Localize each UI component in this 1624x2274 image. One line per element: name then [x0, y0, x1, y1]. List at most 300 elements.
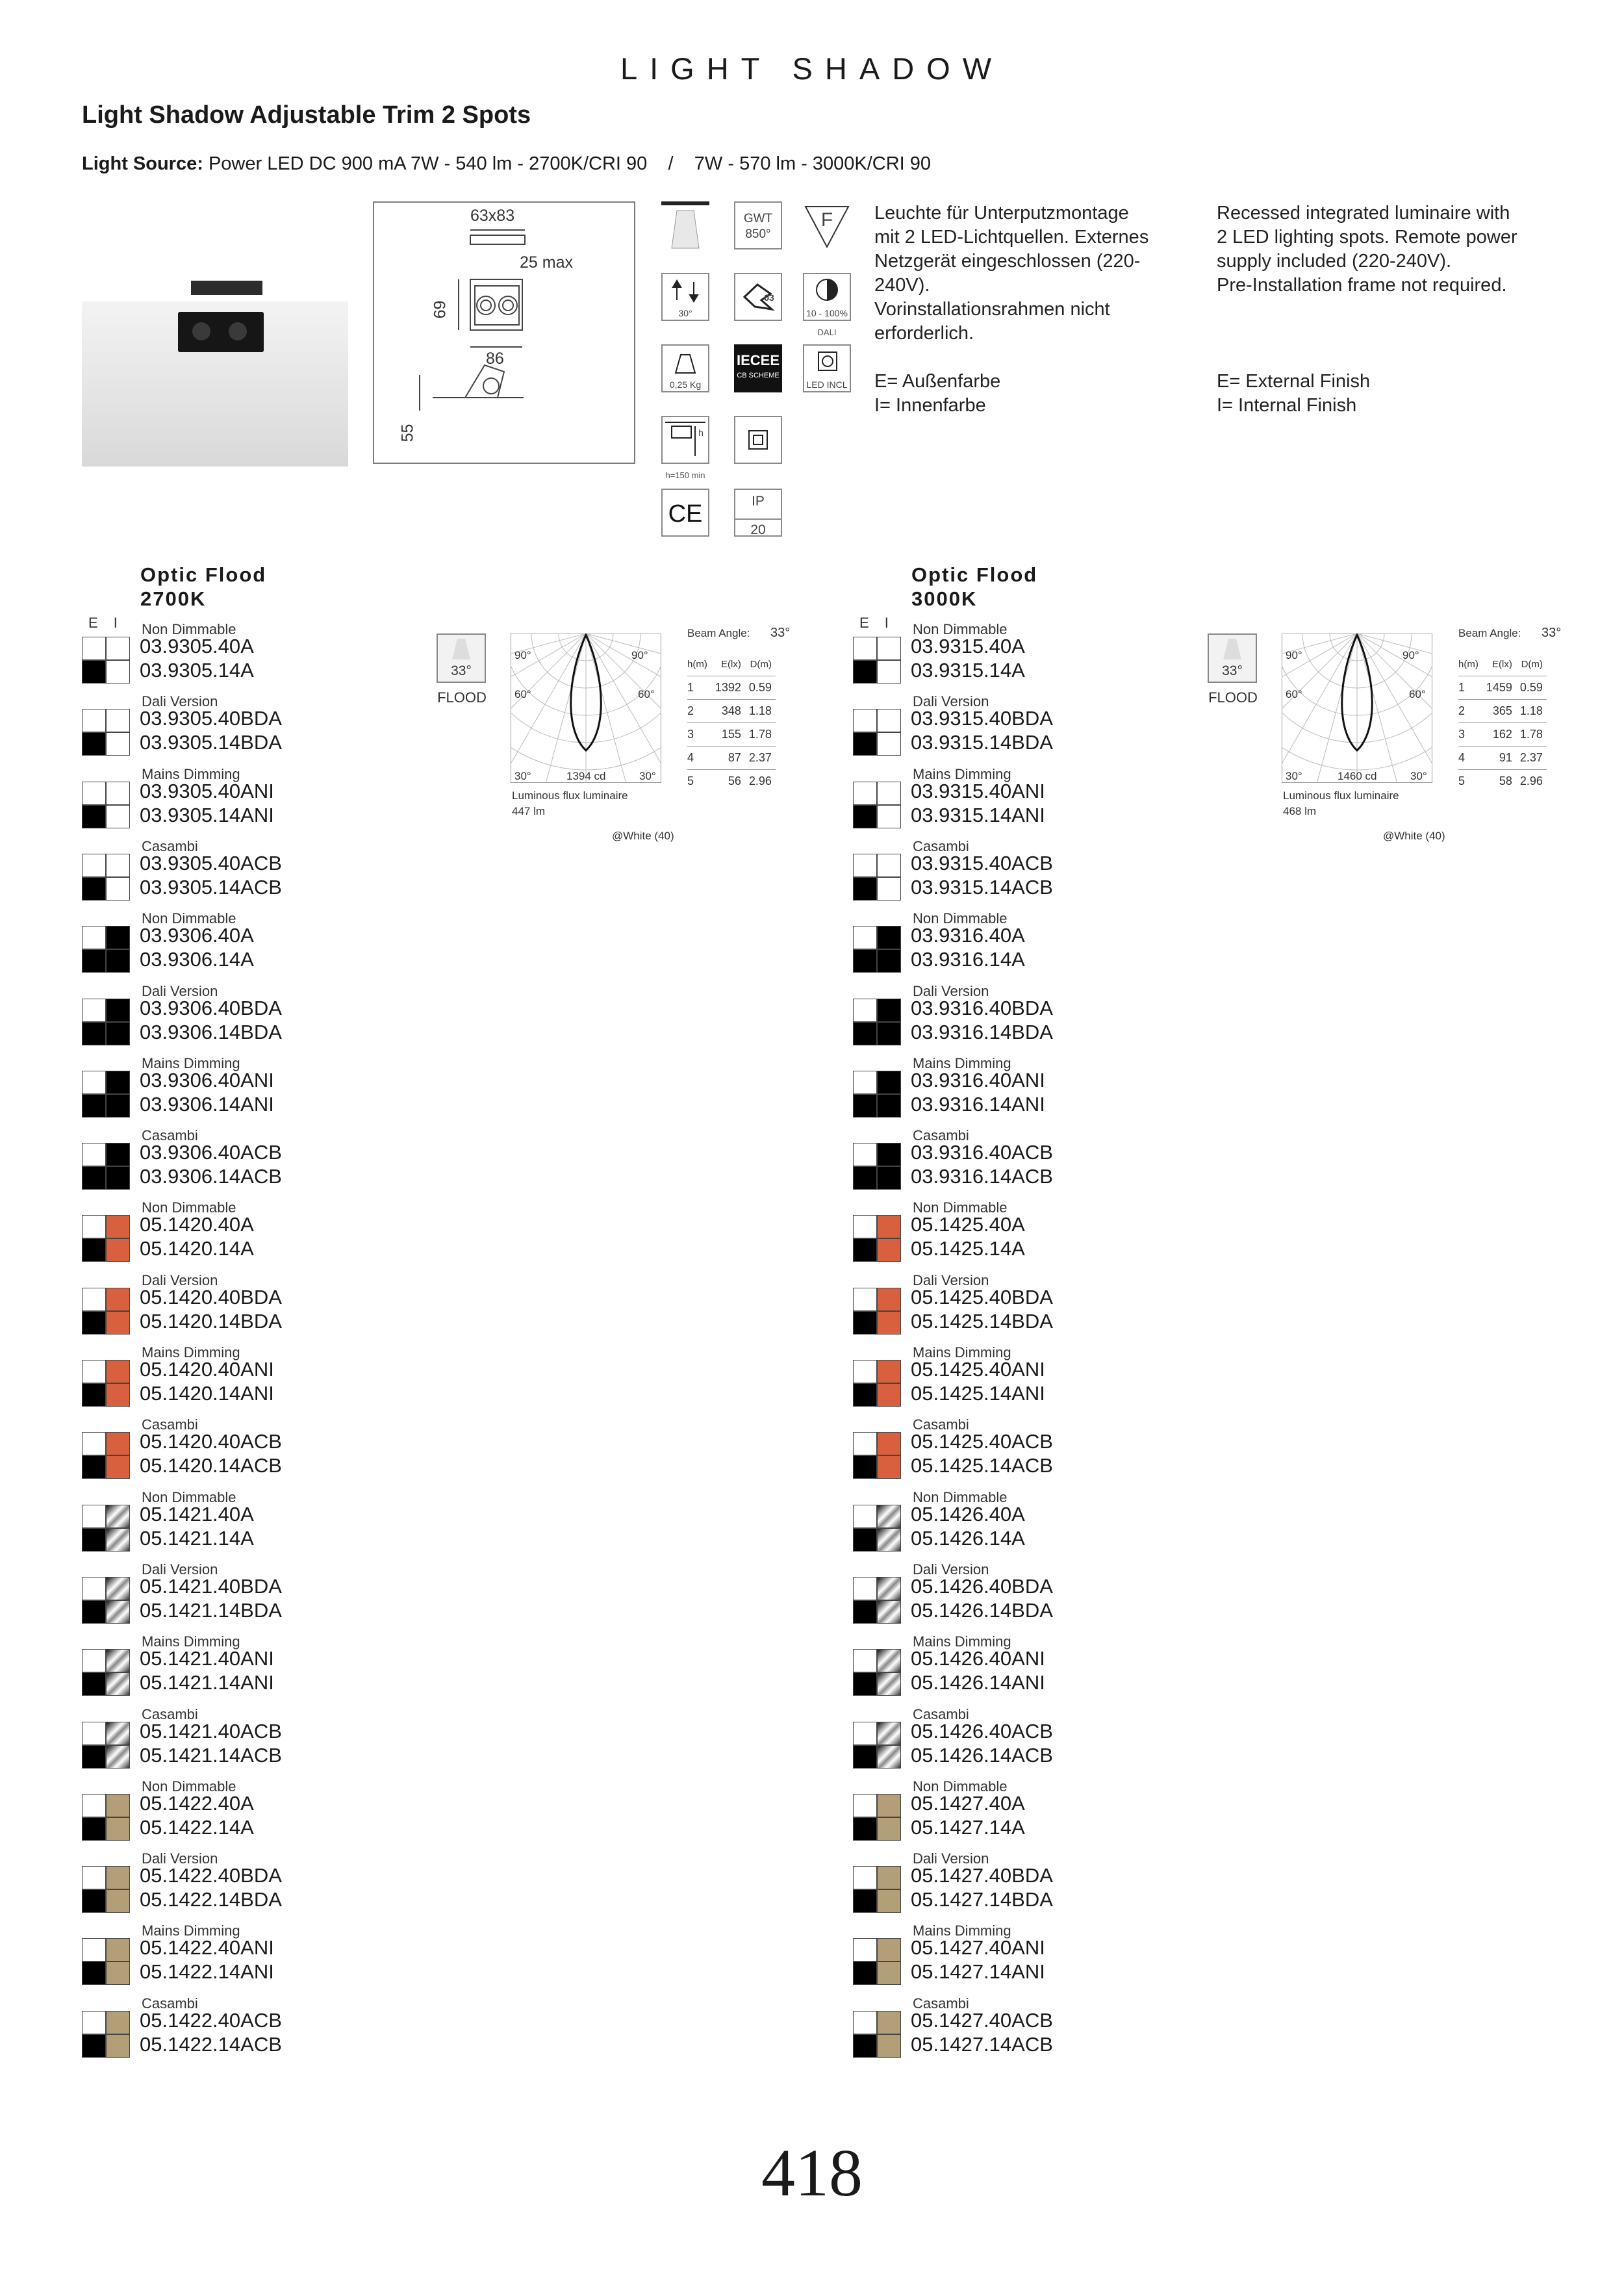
- internal-finish-swatch: [877, 709, 901, 732]
- internal-finish-swatch: [106, 926, 130, 949]
- product-code: 05.1427.40A: [911, 1791, 1025, 1815]
- candela-value: 1394 cd: [566, 770, 606, 782]
- table-cell: 0.59: [745, 676, 776, 700]
- product-code: 05.1426.14ACB: [911, 1743, 1053, 1767]
- polar-angle-60-right: 60°: [1409, 688, 1426, 700]
- internal-finish-swatch: [106, 1649, 130, 1672]
- table-cell: 1: [687, 676, 711, 700]
- internal-finish-swatch: [877, 1794, 901, 1817]
- internal-finish-swatch: [877, 1889, 901, 1913]
- dimming-category: Dali Version: [142, 1561, 218, 1578]
- product-code: 05.1420.14A: [140, 1237, 254, 1260]
- internal-finish-swatch: [106, 1528, 130, 1552]
- product-code: 03.9306.40ACB: [140, 1141, 282, 1164]
- internal-finish-swatch: [106, 1166, 130, 1190]
- table-cell: 2: [687, 700, 711, 723]
- internal-finish-swatch: [877, 805, 901, 828]
- luminous-flux-label: Luminous flux luminaire: [1283, 789, 1399, 802]
- internal-finish-swatch: [877, 660, 901, 683]
- dimming-category: Mains Dimming: [913, 1344, 1011, 1361]
- product-code: 05.1425.40ACB: [911, 1430, 1053, 1453]
- external-finish-swatch: [853, 1600, 877, 1624]
- external-finish-swatch: [853, 782, 877, 805]
- internal-finish-swatch: [877, 1215, 901, 1238]
- external-finish-swatch: [853, 926, 877, 949]
- internal-finish-swatch: [877, 1288, 901, 1311]
- table-row: [1458, 770, 1547, 793]
- product-code: 03.9316.40ANI: [911, 1068, 1045, 1092]
- internal-finish-swatch: [877, 732, 901, 756]
- finish-header: E I: [88, 615, 118, 631]
- internal-finish-swatch: [106, 732, 130, 756]
- dimming-category: Casambi: [142, 837, 198, 854]
- external-finish-swatch: [853, 1961, 877, 1985]
- dali-caption: DALI: [817, 327, 837, 337]
- external-finish-swatch: [82, 1577, 106, 1600]
- product-code: 05.1420.14BDA: [140, 1309, 282, 1333]
- internal-finish-swatch: [106, 1360, 130, 1383]
- description-de: Leuchte für Unterputzmontage mit 2 LED-Lichtquellen. Externes Netzgerät eingeschlossen (220- 240V). Vorinstallationsrahmen nicht erforderlich. E= Außenfarbe I= Innenfarbe: [874, 203, 1149, 416]
- dimming-category: Casambi: [913, 1416, 969, 1433]
- product-code: 05.1420.40ANI: [140, 1358, 274, 1381]
- product-code: 05.1427.40ACB: [911, 2008, 1053, 2032]
- polar-angle-60-right: 60°: [638, 688, 655, 700]
- illuminance-table: [687, 653, 776, 793]
- table-cell: 5: [687, 774, 694, 787]
- table-header-row: [1458, 653, 1547, 676]
- table-cell: 0.59: [1516, 676, 1547, 700]
- drawing-recess-label: 55: [398, 424, 417, 442]
- candela-value: 1460 cd: [1338, 770, 1377, 782]
- table-header-cell: D(m): [745, 653, 776, 676]
- external-finish-swatch: [853, 660, 877, 683]
- page-number: 418: [761, 2136, 863, 2210]
- product-code: 03.9316.14A: [911, 948, 1025, 971]
- product-code: 03.9306.40BDA: [140, 996, 282, 1019]
- external-finish-swatch: [82, 1722, 106, 1745]
- external-finish-swatch: [82, 877, 106, 901]
- optic-heading: Optic Flood 3000K: [911, 563, 1038, 610]
- polar-angle-30-right: 30°: [639, 770, 656, 782]
- internal-finish-swatch: [877, 999, 901, 1022]
- internal-finish-swatch: [106, 2011, 130, 2034]
- product-code: 03.9316.14ANI: [911, 1092, 1045, 1116]
- product-code: 03.9315.14A: [911, 659, 1025, 682]
- dimming-category: Mains Dimming: [142, 1633, 240, 1650]
- table-cell: 1.78: [1516, 723, 1547, 747]
- product-code: 03.9306.14BDA: [140, 1020, 282, 1043]
- table-cell: 365: [1482, 700, 1516, 723]
- product-code: 05.1422.40ANI: [140, 1936, 274, 1960]
- table-cell: 1459: [1482, 676, 1516, 700]
- table-cell: 348: [711, 700, 745, 723]
- external-finish-swatch: [853, 1722, 877, 1745]
- internal-finish-swatch: [106, 1745, 130, 1769]
- luminous-flux-label: Luminous flux luminaire: [512, 789, 628, 802]
- external-finish-swatch: [82, 1889, 106, 1913]
- dimming-category: Non Dimmable: [913, 1199, 1008, 1216]
- internal-finish-swatch: [877, 926, 901, 949]
- dimming-category: Non Dimmable: [142, 1199, 236, 1216]
- product-code: 03.9305.40A: [140, 635, 254, 658]
- flood-degree: 33°: [451, 663, 472, 678]
- product-code: 05.1426.14A: [911, 1526, 1025, 1550]
- table-cell: 1.18: [1516, 700, 1547, 723]
- internal-finish-swatch: [877, 1961, 901, 1985]
- product-code: 05.1426.40ACB: [911, 1719, 1053, 1743]
- dimming-category: Non Dimmable: [142, 1778, 236, 1795]
- drawing-outer-label: 86: [486, 350, 504, 368]
- internal-finish-swatch: [106, 1722, 130, 1745]
- light-source-label: Light Source:: [82, 153, 203, 174]
- internal-finish-swatch: [106, 1889, 130, 1913]
- dimming-category: Casambi: [142, 1416, 198, 1433]
- table-header-row: [687, 653, 776, 676]
- polar-angle-90-right: 90°: [1402, 649, 1419, 661]
- internal-finish-swatch: [877, 1649, 901, 1672]
- external-finish-swatch: [853, 949, 877, 973]
- internal-finish-swatch: [877, 1817, 901, 1841]
- table-cell: 2.37: [745, 747, 776, 770]
- table-row: [687, 747, 776, 770]
- table-cell: 4: [1458, 747, 1482, 770]
- external-finish-swatch: [853, 1432, 877, 1455]
- polar-angle-30-left: 30°: [514, 770, 531, 782]
- external-finish-swatch: [82, 1360, 106, 1383]
- external-finish-swatch: [853, 1311, 877, 1335]
- dimming-category: Non Dimmable: [142, 1488, 236, 1505]
- product-code: 03.9315.40ACB: [911, 851, 1053, 875]
- internal-finish-swatch: [106, 1094, 130, 1118]
- beam-angle-label: Beam Angle:: [1458, 627, 1521, 639]
- product-code: 05.1425.14ACB: [911, 1454, 1053, 1477]
- product-code: 03.9316.40BDA: [911, 996, 1053, 1019]
- external-finish-swatch: [853, 1071, 877, 1094]
- product-code: 05.1422.14ACB: [140, 2032, 282, 2056]
- external-finish-swatch: [853, 1866, 877, 1889]
- table-cell: 155: [711, 723, 745, 747]
- internal-finish-swatch: [106, 1383, 130, 1407]
- internal-finish-swatch: [106, 1071, 130, 1094]
- product-code: 05.1427.14A: [911, 1815, 1025, 1839]
- external-finish-swatch: [853, 1094, 877, 1118]
- dimming-category: Mains Dimming: [913, 765, 1011, 782]
- product-code: 05.1421.14ACB: [140, 1743, 282, 1767]
- product-code: 05.1425.40BDA: [911, 1285, 1053, 1309]
- product-code: 05.1421.14BDA: [140, 1598, 282, 1622]
- white-reference: @White (40): [612, 830, 674, 842]
- beam-angle-value: 33°: [1542, 626, 1562, 640]
- product-code: 05.1425.14A: [911, 1237, 1025, 1260]
- table-cell: 56: [728, 774, 741, 787]
- f-mark-icon: F: [803, 201, 851, 249]
- internal-finish-swatch: [877, 1022, 901, 1045]
- external-finish-swatch: [853, 1288, 877, 1311]
- table-cell: 1392: [711, 676, 745, 700]
- internal-finish-swatch: [877, 1383, 901, 1407]
- table-cell: 1.18: [745, 700, 776, 723]
- product-code: 05.1420.14ACB: [140, 1454, 282, 1477]
- external-finish-swatch: [853, 1672, 877, 1696]
- external-finish-swatch: [82, 1071, 106, 1094]
- drawing-height-label: 69: [431, 300, 450, 319]
- product-code: 05.1421.40A: [140, 1502, 254, 1526]
- product-code: 05.1421.14A: [140, 1526, 254, 1550]
- dimming-category: Casambi: [913, 1127, 969, 1144]
- external-finish-swatch: [853, 999, 877, 1022]
- external-finish-swatch: [853, 1577, 877, 1600]
- optic-heading: Optic Flood 2700K: [140, 563, 267, 610]
- product-code: 05.1421.40ANI: [140, 1647, 274, 1670]
- external-finish-swatch: [82, 1432, 106, 1455]
- product-code: 05.1425.40ANI: [911, 1358, 1045, 1381]
- external-finish-swatch: [82, 1817, 106, 1841]
- internal-finish-swatch: [877, 1360, 901, 1383]
- table-cell: 162: [1482, 723, 1516, 747]
- dimming-category: Dali Version: [913, 1850, 989, 1867]
- table-row: [687, 723, 776, 747]
- dimming-category: Dali Version: [913, 693, 989, 710]
- table-header-cell: E(lx): [711, 653, 745, 676]
- internal-finish-swatch: [106, 1672, 130, 1696]
- drawing-width-label: 63x83: [470, 207, 515, 225]
- polar-angle-30-right: 30°: [1410, 770, 1427, 782]
- luminous-flux-value: 468 lm: [1283, 805, 1317, 817]
- external-finish-swatch: [853, 1383, 877, 1407]
- beam-angle-label: Beam Angle:: [687, 627, 750, 639]
- external-finish-swatch: [82, 660, 106, 683]
- external-finish-swatch: [82, 1649, 106, 1672]
- table-cell: 91: [1482, 747, 1516, 770]
- external-finish-swatch: [853, 1455, 877, 1479]
- table-cell: 5: [1458, 774, 1465, 787]
- external-finish-swatch: [853, 877, 877, 901]
- internal-finish-swatch: [877, 877, 901, 901]
- external-finish-swatch: [853, 1143, 877, 1166]
- internal-finish-swatch: [877, 1505, 901, 1528]
- external-finish-swatch: [82, 1288, 106, 1311]
- product-code: 05.1421.40BDA: [140, 1574, 282, 1598]
- internal-finish-swatch: [106, 1238, 130, 1262]
- external-finish-swatch: [853, 1817, 877, 1841]
- internal-finish-swatch: [877, 1166, 901, 1190]
- external-finish-swatch: [853, 1505, 877, 1528]
- dimming-category: Non Dimmable: [913, 1488, 1008, 1505]
- internal-finish-swatch: [106, 1794, 130, 1817]
- external-finish-swatch: [82, 732, 106, 756]
- polar-angle-60-left: 60°: [1286, 688, 1302, 700]
- product-code: 05.1425.40A: [911, 1213, 1025, 1236]
- product-code: 05.1427.14ANI: [911, 1960, 1045, 1984]
- ip-rating-icon: IP 20: [734, 489, 782, 537]
- table-row: [687, 676, 776, 700]
- product-code: 05.1422.14BDA: [140, 1888, 282, 1911]
- external-finish-swatch: [82, 1866, 106, 1889]
- internal-finish-swatch: [877, 1577, 901, 1600]
- flood-label: FLOOD: [437, 689, 487, 706]
- polar-angle-90-right: 90°: [631, 649, 648, 661]
- tilt-icon: 30°: [661, 273, 709, 321]
- dimming-category: Casambi: [142, 1127, 198, 1144]
- dimming-category: Mains Dimming: [913, 1633, 1011, 1650]
- dimming-category: Non Dimmable: [913, 1778, 1008, 1795]
- internal-finish-swatch: [106, 660, 130, 683]
- dimming-category: Non Dimmable: [913, 910, 1008, 927]
- product-code: 05.1426.40A: [911, 1502, 1025, 1526]
- external-finish-swatch: [82, 949, 106, 973]
- table-cell: 1.78: [745, 723, 776, 747]
- internal-finish-swatch: [877, 1672, 901, 1696]
- product-code: 05.1425.14BDA: [911, 1309, 1053, 1333]
- internal-finish-swatch: [877, 1238, 901, 1262]
- product-title: Light Shadow Adjustable Trim 2 Spots: [82, 101, 531, 129]
- product-code: 05.1425.14ANI: [911, 1382, 1045, 1405]
- light-source-text: Power LED DC 900 mA 7W - 540 lm - 2700K/CRI 90 / 7W - 570 lm - 3000K/CRI 90: [208, 153, 932, 174]
- dimming-category: Casambi: [913, 1706, 969, 1722]
- table-cell: 3: [687, 723, 711, 747]
- product-code: 05.1420.40A: [140, 1213, 254, 1236]
- internal-finish-swatch: [106, 1432, 130, 1455]
- product-code: 03.9316.40A: [911, 924, 1025, 947]
- external-finish-swatch: [82, 1455, 106, 1479]
- internal-finish-swatch: [106, 1215, 130, 1238]
- table-row: [1458, 700, 1547, 723]
- dimming-category: Non Dimmable: [142, 910, 236, 927]
- external-finish-swatch: [853, 1215, 877, 1238]
- internal-finish-swatch: [106, 709, 130, 732]
- product-code: 05.1422.40A: [140, 1791, 254, 1815]
- weight-icon: 0,25 Kg: [661, 344, 709, 392]
- internal-finish-swatch: [877, 1071, 901, 1094]
- internal-finish-swatch: [877, 782, 901, 805]
- table-header-cell: h(m): [687, 653, 711, 676]
- dimming-category: Mains Dimming: [142, 1054, 240, 1071]
- dimming-category: Casambi: [913, 837, 969, 854]
- table-cell: 2: [1458, 700, 1482, 723]
- external-finish-swatch: [82, 1938, 106, 1961]
- dimming-category: Dali Version: [913, 1561, 989, 1578]
- polar-angle-30-left: 30°: [1286, 770, 1302, 782]
- product-code: 03.9316.40ACB: [911, 1141, 1053, 1164]
- polar-angle-90-left: 90°: [1286, 649, 1302, 661]
- polar-angle-60-left: 60°: [514, 688, 531, 700]
- product-code: 05.1422.40ACB: [140, 2008, 282, 2032]
- internal-finish-swatch: [877, 1455, 901, 1479]
- brand-title: LIGHT SHADOW: [620, 51, 1004, 86]
- internal-finish-swatch: [877, 1866, 901, 1889]
- external-finish-swatch: [853, 1889, 877, 1913]
- external-finish-swatch: [82, 1094, 106, 1118]
- external-finish-swatch: [853, 1022, 877, 1045]
- external-finish-swatch: [853, 637, 877, 660]
- external-finish-swatch: [82, 926, 106, 949]
- internal-finish-swatch: [877, 2034, 901, 2058]
- product-code: 03.9305.14ANI: [140, 803, 274, 826]
- table-header-cell: h(m): [1458, 653, 1482, 676]
- internal-finish-swatch: [877, 1745, 901, 1769]
- product-code: 03.9306.14A: [140, 948, 254, 971]
- internal-finish-swatch: [106, 2034, 130, 2058]
- internal-finish-swatch: [106, 999, 130, 1022]
- beam-angle-value: 33°: [770, 626, 791, 640]
- internal-finish-swatch: [106, 1143, 130, 1166]
- dimming-category: Dali Version: [142, 693, 218, 710]
- external-finish-swatch: [82, 2011, 106, 2034]
- external-finish-swatch: [82, 1215, 106, 1238]
- dimming-category: Dali Version: [142, 1271, 218, 1288]
- product-code: 05.1427.14BDA: [911, 1888, 1053, 1911]
- dimming-category: Casambi: [142, 1706, 198, 1722]
- product-code: 03.9305.40BDA: [140, 707, 282, 730]
- product-code: 03.9315.40ANI: [911, 779, 1045, 802]
- internal-finish-swatch: [106, 1288, 130, 1311]
- product-code: 05.1422.40BDA: [140, 1864, 282, 1887]
- table-cell: 2.37: [1516, 747, 1547, 770]
- internal-finish-swatch: [106, 1022, 130, 1045]
- white-reference: @White (40): [1383, 830, 1445, 842]
- product-code: 03.9305.14ACB: [140, 875, 282, 899]
- external-finish-swatch: [82, 1600, 106, 1624]
- external-finish-swatch: [853, 1360, 877, 1383]
- external-finish-swatch: [853, 1938, 877, 1961]
- product-code: 03.9315.40BDA: [911, 707, 1053, 730]
- external-finish-swatch: [853, 1649, 877, 1672]
- product-code: 03.9316.14ACB: [911, 1165, 1053, 1188]
- external-finish-swatch: [853, 732, 877, 756]
- dimming-category: Dali Version: [142, 1850, 218, 1867]
- product-code: 03.9305.14A: [140, 659, 254, 682]
- table-cell: 58: [1499, 774, 1512, 787]
- internal-finish-swatch: [106, 1577, 130, 1600]
- external-finish-swatch: [853, 2034, 877, 2058]
- internal-finish-swatch: [877, 1311, 901, 1335]
- external-finish-swatch: [82, 2034, 106, 2058]
- ce-icon: CE: [661, 489, 709, 537]
- internal-finish-swatch: [106, 1866, 130, 1889]
- internal-finish-swatch: [106, 1455, 130, 1479]
- technical-drawing: [373, 201, 635, 464]
- product-code: 05.1421.40ACB: [140, 1719, 282, 1743]
- product-code: 05.1426.14ANI: [911, 1671, 1045, 1694]
- luminous-flux-value: 447 lm: [512, 805, 546, 817]
- external-finish-swatch: [82, 999, 106, 1022]
- internal-finish-swatch: [106, 1817, 130, 1841]
- product-code: 05.1427.40BDA: [911, 1864, 1053, 1887]
- external-finish-swatch: [82, 782, 106, 805]
- external-finish-swatch: [82, 805, 106, 828]
- external-finish-swatch: [82, 709, 106, 732]
- dimming-category: Mains Dimming: [142, 1344, 240, 1361]
- internal-finish-swatch: [877, 1722, 901, 1745]
- internal-finish-swatch: [877, 1528, 901, 1552]
- table-row: [1458, 723, 1547, 747]
- product-code: 05.1426.14BDA: [911, 1598, 1053, 1622]
- table-cell: 2.96: [748, 774, 772, 787]
- internal-finish-swatch: [877, 1143, 901, 1166]
- internal-finish-swatch: [877, 1600, 901, 1624]
- external-finish-swatch: [82, 1961, 106, 1985]
- external-finish-swatch: [853, 1745, 877, 1769]
- iecee-icon: IECEE CB SCHEME: [734, 344, 782, 392]
- product-code: 03.9315.14BDA: [911, 731, 1053, 754]
- external-finish-swatch: [82, 1166, 106, 1190]
- external-finish-swatch: [853, 805, 877, 828]
- product-code: 03.9305.14BDA: [140, 731, 282, 754]
- internal-finish-swatch: [106, 637, 130, 660]
- external-finish-swatch: [82, 1383, 106, 1407]
- table-header-cell: D(m): [1516, 653, 1547, 676]
- polar-angle-90-left: 90°: [514, 649, 531, 661]
